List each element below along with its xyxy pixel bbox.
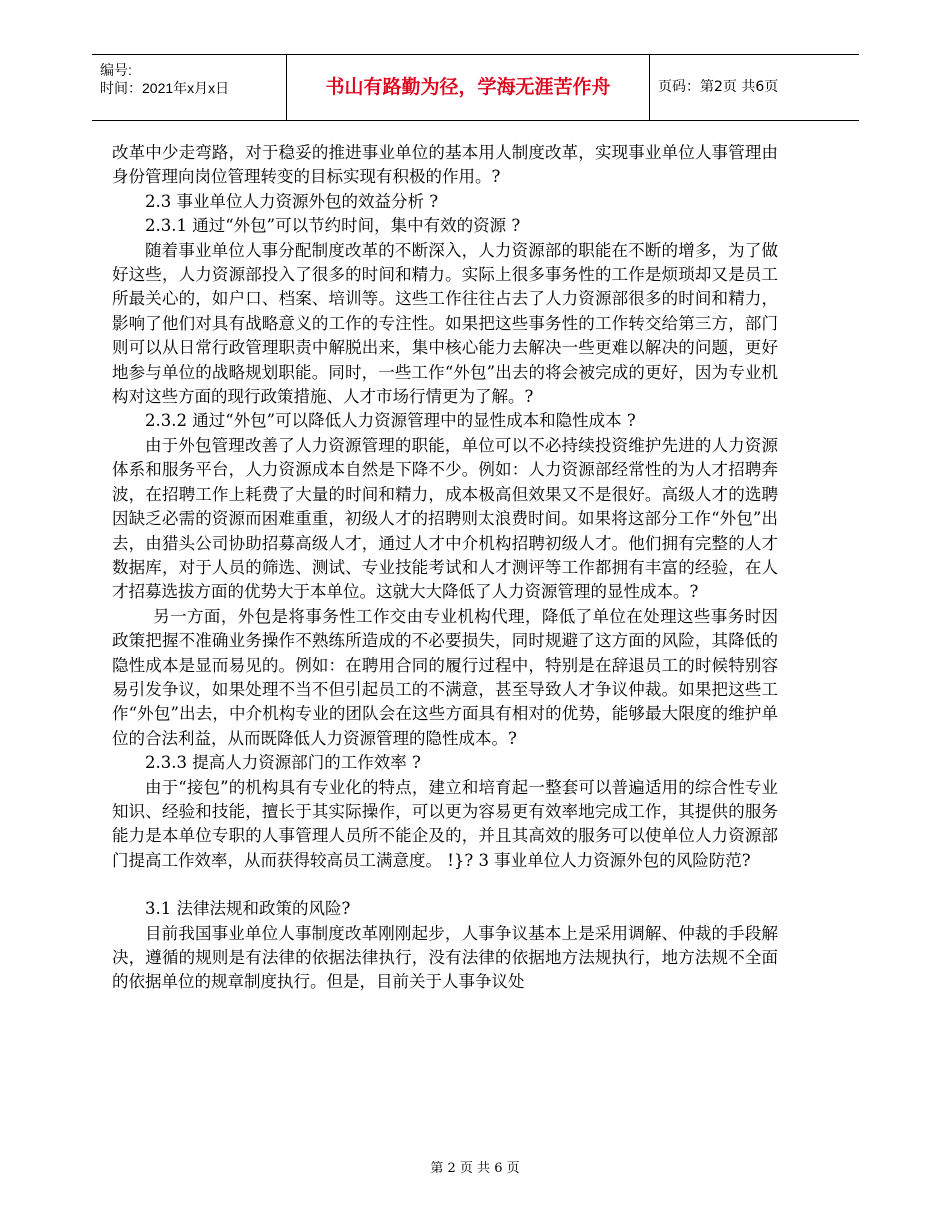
paragraph: 随着事业单位人事分配制度改革的不断深入，人力资源部的职能在不断的增多，为了做好这些，人力资源部投入了很多的时间和精力。实际上很多事务性的工作是烦琐却又是员工所最关心的，如户口、档案、培训等。这些工作往往占去了人力资源部很多的时间和精力，影响了他们对具有战略意义的工作的专注性。如果把这些事务性的工作转交给第三方，部门则可以从日常行政管理职责中解脱出来，集中核心能力去解决一些更难以解决的问题，更好地参与单位的战略规划职能。同时，一些工作“外包”出去的将会被完成的更好，因为专业机构对这些方面的现行政策措施、人才市场行情更为了解。? [112, 240, 778, 407]
document-body [112, 141, 778, 995]
section-heading-2-3: 2.3 事业单位人力资源外包的效益分析 ? [145, 191, 439, 211]
paragraph: 目前我国事业单位人事制度改革刚刚起步，人事争议基本上是采用调解、仲裁的手段解决，遵循的规则是有法律的依据法律执行，没有法律的依据地方法规执行，地方法规不全面的依据单位的规章制度执行。但是，目前关于人事争议处 [112, 923, 778, 992]
header-motto: 书山有路勤为径，学海无涯苦作舟 [325, 76, 611, 98]
section-heading-3-1: 3.1 法律法规和政策的风险? [145, 899, 351, 919]
paragraph: 由于“接包”的机构具有专业化的特点，建立和培育起一整套可以普遍适用的综合性专业知识、经验和技能，擅长于其实际操作，可以更为容易更有效率地完成工作，其提供的服务能力是本单位专职的人事管理人员所不能企及的，并且其高效的服务可以使单位人力资源部门提高工作效率，从而获得较高员工满意度。 !}? 3 事业单位人力资源外包的风险防范? [112, 777, 778, 870]
date-label: 时间：2021年x月x日 [100, 80, 230, 96]
paragraph: 由于外包管理改善了人力资源管理的职能，单位可以不必持续投资维护先进的人力资源体系和服务平台，人力资源成本自然是下降不少。例如：人力资源部经常性的为人才招聘奔波，在招聘工作上耗费了大量的时间和精力，成本极高但效果又不是很好。高级人才的选聘因缺乏必需的资源而困难重重，初级人才的招聘则太浪费时间。如果将这部分工作“外包”出去，由猎头公司协助招募高级人才，通过人才中介机构招聘初级人才。他们拥有完整的人才数据库，对于人员的筛选、测试、专业技能考试和人才测评等工作都拥有丰富的经验，在人才招募选拔方面的优势大于本单位。这就大大降低了人力资源管理的显性成本。? [112, 435, 778, 602]
paragraph: 改革中少走弯路，对于稳妥的推进事业单位的基本用人制度改革，实现事业单位人事管理由身份管理向岗位管理转变的目标实现有积极的作用。? [112, 143, 778, 187]
document-header [92, 54, 859, 121]
blank-line [112, 873, 778, 897]
section-heading-2-3-3: 2.3.3 提高人力资源部门的工作效率 ? [145, 753, 421, 773]
header-page-number: 页码：第2页 共6页 [658, 79, 779, 95]
header-meta [100, 61, 284, 97]
section-heading-2-3-2: 2.3.2 通过“外包”可以降低人力资源管理中的显性成本和隐性成本 ? [145, 411, 636, 431]
header-divider [649, 55, 650, 120]
section-heading-2-3-1: 2.3.1 通过“外包”可以节约时间，集中有效的资源 ? [145, 216, 521, 236]
paragraph: 另一方面，外包是将事务性工作交由专业机构代理，降低了单位在处理这些事务时因政策把握不准确业务操作不熟练所造成的不必要损失，同时规避了这方面的风险，其降低的隐性成本是显而易见的。例如：在聘用合同的履行过程中，特别是在辞退员工的时候特别容易引发争议，如果处理不当不但引起员工的不满意，甚至导致人才争议仲裁。如果把这些工作“外包”出去，中介机构专业的团队会在这些方面具有相对的优势，能够最大限度的维护单位的合法利益，从而既降低人力资源管理的隐性成本。? [112, 606, 778, 748]
page-footer: 第 2 页 共 6 页 [430, 1161, 520, 1176]
serial-number-label: 编号: [100, 62, 132, 78]
